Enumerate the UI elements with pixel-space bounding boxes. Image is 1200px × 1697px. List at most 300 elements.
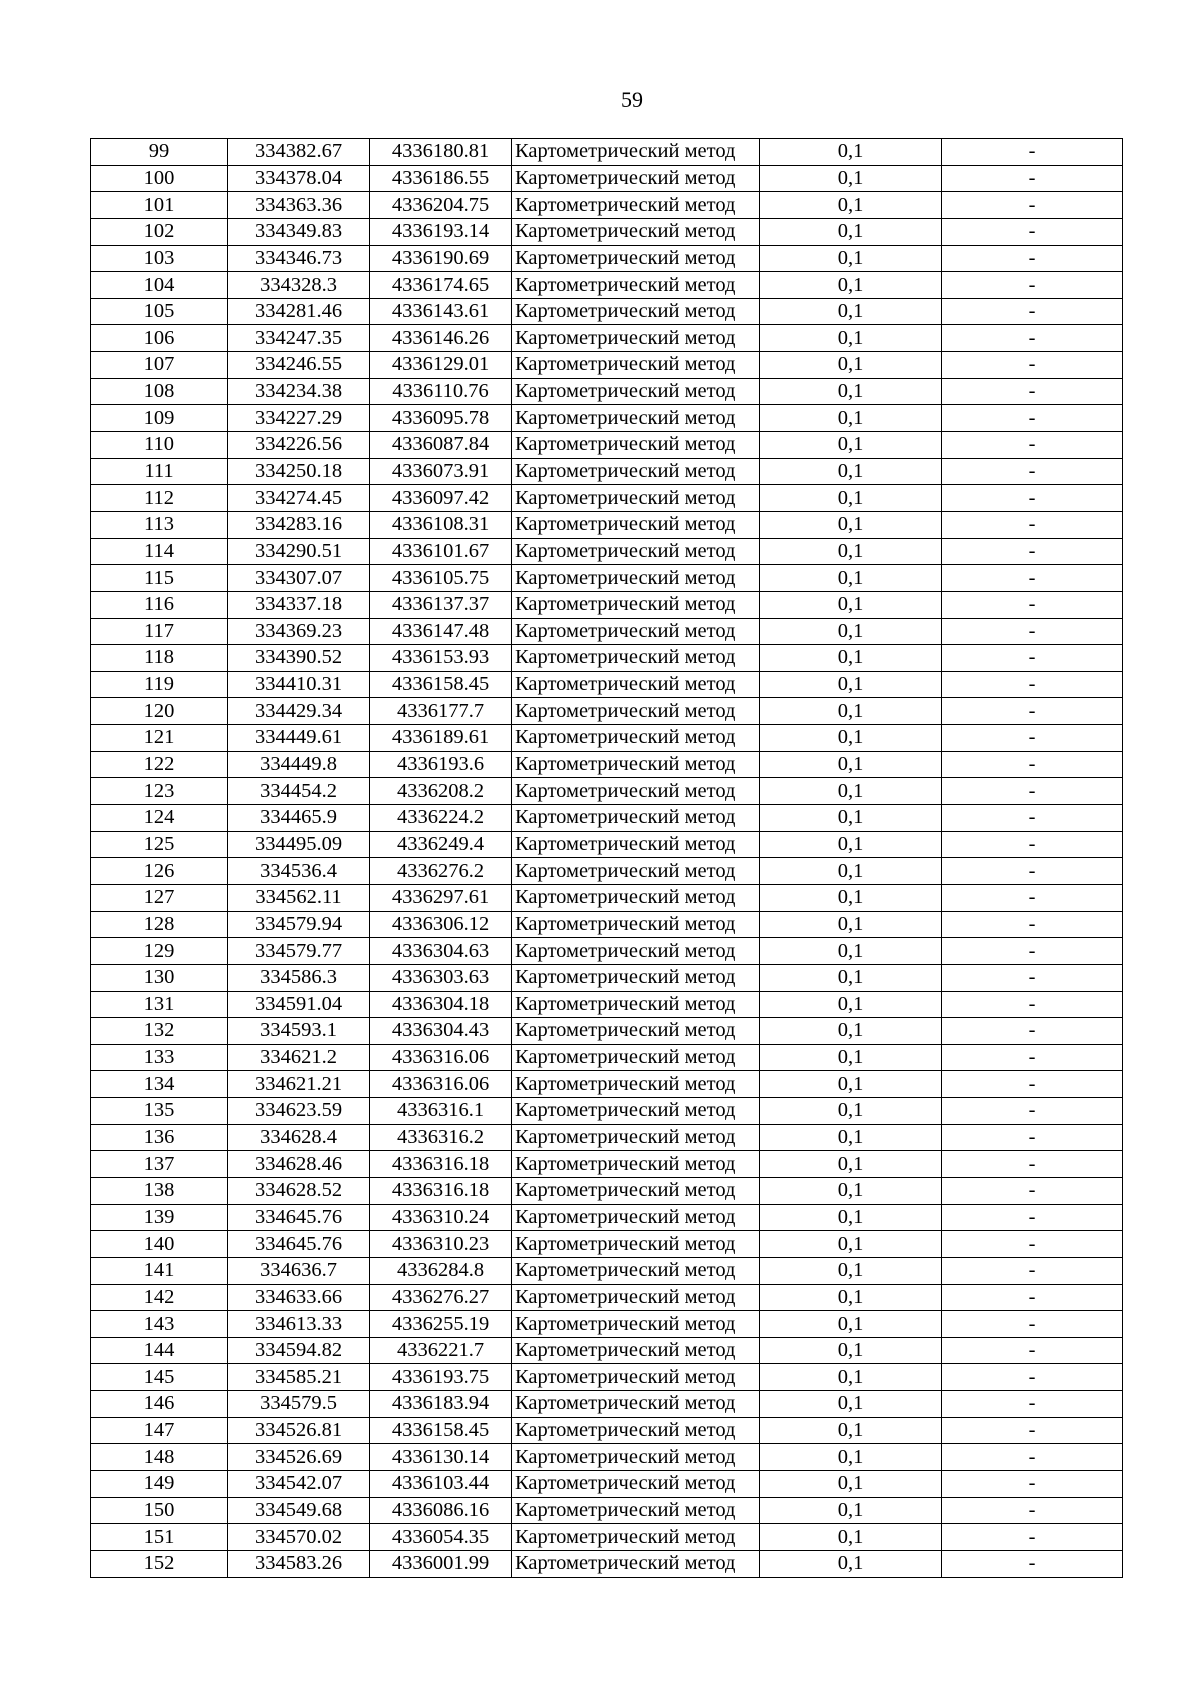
y-coordinate-cell: 4336316.06 bbox=[370, 1044, 512, 1071]
method-cell: Картометрический метод bbox=[512, 352, 760, 379]
method-cell: Картометрический метод bbox=[512, 432, 760, 459]
accuracy-cell: 0,1 bbox=[760, 964, 942, 991]
y-coordinate-cell: 4336086.16 bbox=[370, 1497, 512, 1524]
point-number-cell: 149 bbox=[91, 1471, 228, 1498]
x-coordinate-cell: 334621.2 bbox=[228, 1044, 370, 1071]
method-cell: Картометрический метод bbox=[512, 1364, 760, 1391]
note-cell: - bbox=[942, 1471, 1123, 1498]
table-row bbox=[91, 1071, 1123, 1098]
point-number-cell: 130 bbox=[91, 964, 228, 991]
point-number-cell: 107 bbox=[91, 352, 228, 379]
method-cell: Картометрический метод bbox=[512, 884, 760, 911]
y-coordinate-cell: 4336158.45 bbox=[370, 671, 512, 698]
note-cell: - bbox=[942, 1550, 1123, 1577]
point-number-cell: 109 bbox=[91, 405, 228, 432]
accuracy-cell: 0,1 bbox=[760, 405, 942, 432]
point-number-cell: 148 bbox=[91, 1444, 228, 1471]
y-coordinate-cell: 4336087.84 bbox=[370, 432, 512, 459]
method-cell: Картометрический метод bbox=[512, 618, 760, 645]
point-number-cell: 101 bbox=[91, 192, 228, 219]
point-number-cell: 133 bbox=[91, 1044, 228, 1071]
accuracy-cell: 0,1 bbox=[760, 1471, 942, 1498]
method-cell: Картометрический метод bbox=[512, 698, 760, 725]
y-coordinate-cell: 4336276.2 bbox=[370, 858, 512, 885]
y-coordinate-cell: 4336174.65 bbox=[370, 272, 512, 299]
point-number-cell: 103 bbox=[91, 245, 228, 272]
point-number-cell: 122 bbox=[91, 751, 228, 778]
y-coordinate-cell: 4336073.91 bbox=[370, 458, 512, 485]
table-row bbox=[91, 352, 1123, 379]
x-coordinate-cell: 334623.59 bbox=[228, 1098, 370, 1125]
point-number-cell: 141 bbox=[91, 1257, 228, 1284]
x-coordinate-cell: 334328.3 bbox=[228, 272, 370, 299]
accuracy-cell: 0,1 bbox=[760, 218, 942, 245]
method-cell: Картометрический метод bbox=[512, 1311, 760, 1338]
accuracy-cell: 0,1 bbox=[760, 938, 942, 965]
note-cell: - bbox=[942, 1364, 1123, 1391]
x-coordinate-cell: 334526.69 bbox=[228, 1444, 370, 1471]
note-cell: - bbox=[942, 831, 1123, 858]
table-row bbox=[91, 538, 1123, 565]
x-coordinate-cell: 334583.26 bbox=[228, 1550, 370, 1577]
point-number-cell: 113 bbox=[91, 511, 228, 538]
x-coordinate-cell: 334593.1 bbox=[228, 1018, 370, 1045]
table-row bbox=[91, 272, 1123, 299]
x-coordinate-cell: 334246.55 bbox=[228, 352, 370, 379]
x-coordinate-cell: 334369.23 bbox=[228, 618, 370, 645]
point-number-cell: 114 bbox=[91, 538, 228, 565]
x-coordinate-cell: 334570.02 bbox=[228, 1524, 370, 1551]
x-coordinate-cell: 334645.76 bbox=[228, 1231, 370, 1258]
point-number-cell: 126 bbox=[91, 858, 228, 885]
table-row bbox=[91, 1497, 1123, 1524]
method-cell: Картометрический метод bbox=[512, 538, 760, 565]
x-coordinate-cell: 334290.51 bbox=[228, 538, 370, 565]
y-coordinate-cell: 4336095.78 bbox=[370, 405, 512, 432]
accuracy-cell: 0,1 bbox=[760, 1337, 942, 1364]
point-number-cell: 99 bbox=[91, 139, 228, 166]
y-coordinate-cell: 4336186.55 bbox=[370, 165, 512, 192]
accuracy-cell: 0,1 bbox=[760, 1364, 942, 1391]
page-number: 59 bbox=[621, 87, 643, 112]
note-cell: - bbox=[942, 991, 1123, 1018]
accuracy-cell: 0,1 bbox=[760, 645, 942, 672]
point-number-cell: 123 bbox=[91, 778, 228, 805]
x-coordinate-cell: 334594.82 bbox=[228, 1337, 370, 1364]
table-row bbox=[91, 1417, 1123, 1444]
table-row bbox=[91, 751, 1123, 778]
x-coordinate-cell: 334579.77 bbox=[228, 938, 370, 965]
note-cell: - bbox=[942, 964, 1123, 991]
x-coordinate-cell: 334226.56 bbox=[228, 432, 370, 459]
method-cell: Картометрический метод bbox=[512, 671, 760, 698]
x-coordinate-cell: 334281.46 bbox=[228, 298, 370, 325]
x-coordinate-cell: 334410.31 bbox=[228, 671, 370, 698]
x-coordinate-cell: 334621.21 bbox=[228, 1071, 370, 1098]
table-row bbox=[91, 511, 1123, 538]
method-cell: Картометрический метод bbox=[512, 1124, 760, 1151]
coordinates-table-body bbox=[91, 139, 1123, 1578]
table-row bbox=[91, 938, 1123, 965]
note-cell: - bbox=[942, 352, 1123, 379]
accuracy-cell: 0,1 bbox=[760, 1098, 942, 1125]
point-number-cell: 128 bbox=[91, 911, 228, 938]
y-coordinate-cell: 4336183.94 bbox=[370, 1391, 512, 1418]
accuracy-cell: 0,1 bbox=[760, 272, 942, 299]
method-cell: Картометрический метод bbox=[512, 591, 760, 618]
point-number-cell: 146 bbox=[91, 1391, 228, 1418]
method-cell: Картометрический метод bbox=[512, 831, 760, 858]
point-number-cell: 145 bbox=[91, 1364, 228, 1391]
table-row bbox=[91, 458, 1123, 485]
accuracy-cell: 0,1 bbox=[760, 591, 942, 618]
x-coordinate-cell: 334247.35 bbox=[228, 325, 370, 352]
x-coordinate-cell: 334562.11 bbox=[228, 884, 370, 911]
table-row bbox=[91, 565, 1123, 592]
x-coordinate-cell: 334591.04 bbox=[228, 991, 370, 1018]
method-cell: Картометрический метод bbox=[512, 725, 760, 752]
table-row bbox=[91, 1044, 1123, 1071]
point-number-cell: 125 bbox=[91, 831, 228, 858]
y-coordinate-cell: 4336001.99 bbox=[370, 1550, 512, 1577]
y-coordinate-cell: 4336316.06 bbox=[370, 1071, 512, 1098]
y-coordinate-cell: 4336180.81 bbox=[370, 139, 512, 166]
note-cell: - bbox=[942, 1257, 1123, 1284]
note-cell: - bbox=[942, 1524, 1123, 1551]
accuracy-cell: 0,1 bbox=[760, 1071, 942, 1098]
method-cell: Картометрический метод bbox=[512, 378, 760, 405]
x-coordinate-cell: 334449.8 bbox=[228, 751, 370, 778]
x-coordinate-cell: 334586.3 bbox=[228, 964, 370, 991]
method-cell: Картометрический метод bbox=[512, 1550, 760, 1577]
method-cell: Картометрический метод bbox=[512, 778, 760, 805]
method-cell: Картометрический метод bbox=[512, 1444, 760, 1471]
note-cell: - bbox=[942, 671, 1123, 698]
note-cell: - bbox=[942, 485, 1123, 512]
x-coordinate-cell: 334274.45 bbox=[228, 485, 370, 512]
x-coordinate-cell: 334429.34 bbox=[228, 698, 370, 725]
point-number-cell: 134 bbox=[91, 1071, 228, 1098]
accuracy-cell: 0,1 bbox=[760, 538, 942, 565]
note-cell: - bbox=[942, 192, 1123, 219]
point-number-cell: 139 bbox=[91, 1204, 228, 1231]
note-cell: - bbox=[942, 1204, 1123, 1231]
y-coordinate-cell: 4336105.75 bbox=[370, 565, 512, 592]
point-number-cell: 132 bbox=[91, 1018, 228, 1045]
method-cell: Картометрический метод bbox=[512, 645, 760, 672]
table-row bbox=[91, 671, 1123, 698]
method-cell: Картометрический метод bbox=[512, 911, 760, 938]
accuracy-cell: 0,1 bbox=[760, 485, 942, 512]
accuracy-cell: 0,1 bbox=[760, 352, 942, 379]
method-cell: Картометрический метод bbox=[512, 165, 760, 192]
note-cell: - bbox=[942, 1417, 1123, 1444]
table-row bbox=[91, 1524, 1123, 1551]
x-coordinate-cell: 334633.66 bbox=[228, 1284, 370, 1311]
method-cell: Картометрический метод bbox=[512, 938, 760, 965]
table-row bbox=[91, 378, 1123, 405]
y-coordinate-cell: 4336276.27 bbox=[370, 1284, 512, 1311]
x-coordinate-cell: 334579.5 bbox=[228, 1391, 370, 1418]
accuracy-cell: 0,1 bbox=[760, 618, 942, 645]
method-cell: Картометрический метод bbox=[512, 485, 760, 512]
x-coordinate-cell: 334227.29 bbox=[228, 405, 370, 432]
method-cell: Картометрический метод bbox=[512, 1497, 760, 1524]
note-cell: - bbox=[942, 1151, 1123, 1178]
y-coordinate-cell: 4336204.75 bbox=[370, 192, 512, 219]
table-row bbox=[91, 964, 1123, 991]
x-coordinate-cell: 334283.16 bbox=[228, 511, 370, 538]
accuracy-cell: 0,1 bbox=[760, 1231, 942, 1258]
accuracy-cell: 0,1 bbox=[760, 778, 942, 805]
table-row bbox=[91, 1337, 1123, 1364]
point-number-cell: 152 bbox=[91, 1550, 228, 1577]
accuracy-cell: 0,1 bbox=[760, 1044, 942, 1071]
table-row bbox=[91, 1550, 1123, 1577]
method-cell: Картометрический метод bbox=[512, 1098, 760, 1125]
x-coordinate-cell: 334636.7 bbox=[228, 1257, 370, 1284]
x-coordinate-cell: 334390.52 bbox=[228, 645, 370, 672]
point-number-cell: 106 bbox=[91, 325, 228, 352]
accuracy-cell: 0,1 bbox=[760, 698, 942, 725]
table-row bbox=[91, 1231, 1123, 1258]
note-cell: - bbox=[942, 778, 1123, 805]
y-coordinate-cell: 4336137.37 bbox=[370, 591, 512, 618]
method-cell: Картометрический метод bbox=[512, 1018, 760, 1045]
point-number-cell: 147 bbox=[91, 1417, 228, 1444]
x-coordinate-cell: 334536.4 bbox=[228, 858, 370, 885]
y-coordinate-cell: 4336190.69 bbox=[370, 245, 512, 272]
note-cell: - bbox=[942, 1124, 1123, 1151]
accuracy-cell: 0,1 bbox=[760, 1417, 942, 1444]
y-coordinate-cell: 4336143.61 bbox=[370, 298, 512, 325]
note-cell: - bbox=[942, 378, 1123, 405]
y-coordinate-cell: 4336097.42 bbox=[370, 485, 512, 512]
x-coordinate-cell: 334346.73 bbox=[228, 245, 370, 272]
note-cell: - bbox=[942, 139, 1123, 166]
table-row bbox=[91, 1471, 1123, 1498]
x-coordinate-cell: 334495.09 bbox=[228, 831, 370, 858]
accuracy-cell: 0,1 bbox=[760, 165, 942, 192]
y-coordinate-cell: 4336304.43 bbox=[370, 1018, 512, 1045]
note-cell: - bbox=[942, 1071, 1123, 1098]
point-number-cell: 129 bbox=[91, 938, 228, 965]
note-cell: - bbox=[942, 1497, 1123, 1524]
x-coordinate-cell: 334234.38 bbox=[228, 378, 370, 405]
accuracy-cell: 0,1 bbox=[760, 671, 942, 698]
point-number-cell: 108 bbox=[91, 378, 228, 405]
y-coordinate-cell: 4336284.8 bbox=[370, 1257, 512, 1284]
note-cell: - bbox=[942, 751, 1123, 778]
accuracy-cell: 0,1 bbox=[760, 298, 942, 325]
point-number-cell: 144 bbox=[91, 1337, 228, 1364]
method-cell: Картометрический метод bbox=[512, 1257, 760, 1284]
point-number-cell: 105 bbox=[91, 298, 228, 325]
note-cell: - bbox=[942, 218, 1123, 245]
accuracy-cell: 0,1 bbox=[760, 1391, 942, 1418]
x-coordinate-cell: 334645.76 bbox=[228, 1204, 370, 1231]
note-cell: - bbox=[942, 725, 1123, 752]
note-cell: - bbox=[942, 245, 1123, 272]
accuracy-cell: 0,1 bbox=[760, 991, 942, 1018]
method-cell: Картометрический метод bbox=[512, 458, 760, 485]
y-coordinate-cell: 4336255.19 bbox=[370, 1311, 512, 1338]
point-number-cell: 138 bbox=[91, 1177, 228, 1204]
y-coordinate-cell: 4336103.44 bbox=[370, 1471, 512, 1498]
x-coordinate-cell: 334363.36 bbox=[228, 192, 370, 219]
point-number-cell: 111 bbox=[91, 458, 228, 485]
y-coordinate-cell: 4336153.93 bbox=[370, 645, 512, 672]
y-coordinate-cell: 4336108.31 bbox=[370, 511, 512, 538]
table-row bbox=[91, 1124, 1123, 1151]
table-row bbox=[91, 1444, 1123, 1471]
method-cell: Картометрический метод bbox=[512, 1471, 760, 1498]
note-cell: - bbox=[942, 432, 1123, 459]
y-coordinate-cell: 4336130.14 bbox=[370, 1444, 512, 1471]
accuracy-cell: 0,1 bbox=[760, 1497, 942, 1524]
x-coordinate-cell: 334613.33 bbox=[228, 1311, 370, 1338]
note-cell: - bbox=[942, 272, 1123, 299]
y-coordinate-cell: 4336158.45 bbox=[370, 1417, 512, 1444]
accuracy-cell: 0,1 bbox=[760, 751, 942, 778]
table-row bbox=[91, 991, 1123, 1018]
accuracy-cell: 0,1 bbox=[760, 858, 942, 885]
table-row bbox=[91, 165, 1123, 192]
y-coordinate-cell: 4336310.23 bbox=[370, 1231, 512, 1258]
method-cell: Картометрический метод bbox=[512, 1417, 760, 1444]
note-cell: - bbox=[942, 298, 1123, 325]
accuracy-cell: 0,1 bbox=[760, 1284, 942, 1311]
x-coordinate-cell: 334307.07 bbox=[228, 565, 370, 592]
table-row bbox=[91, 1098, 1123, 1125]
y-coordinate-cell: 4336177.7 bbox=[370, 698, 512, 725]
table-row bbox=[91, 405, 1123, 432]
y-coordinate-cell: 4336208.2 bbox=[370, 778, 512, 805]
table-row bbox=[91, 1018, 1123, 1045]
y-coordinate-cell: 4336310.24 bbox=[370, 1204, 512, 1231]
note-cell: - bbox=[942, 698, 1123, 725]
coordinates-table bbox=[90, 138, 1123, 1578]
table-row bbox=[91, 725, 1123, 752]
table-row bbox=[91, 1204, 1123, 1231]
method-cell: Картометрический метод bbox=[512, 565, 760, 592]
y-coordinate-cell: 4336303.63 bbox=[370, 964, 512, 991]
note-cell: - bbox=[942, 645, 1123, 672]
x-coordinate-cell: 334250.18 bbox=[228, 458, 370, 485]
table-row bbox=[91, 884, 1123, 911]
note-cell: - bbox=[942, 805, 1123, 832]
method-cell: Картометрический метод bbox=[512, 1177, 760, 1204]
point-number-cell: 151 bbox=[91, 1524, 228, 1551]
point-number-cell: 124 bbox=[91, 805, 228, 832]
y-coordinate-cell: 4336221.7 bbox=[370, 1337, 512, 1364]
table-row bbox=[91, 1177, 1123, 1204]
x-coordinate-cell: 334465.9 bbox=[228, 805, 370, 832]
note-cell: - bbox=[942, 325, 1123, 352]
y-coordinate-cell: 4336304.18 bbox=[370, 991, 512, 1018]
table-row bbox=[91, 618, 1123, 645]
accuracy-cell: 0,1 bbox=[760, 831, 942, 858]
x-coordinate-cell: 334579.94 bbox=[228, 911, 370, 938]
table-row bbox=[91, 1364, 1123, 1391]
accuracy-cell: 0,1 bbox=[760, 1444, 942, 1471]
accuracy-cell: 0,1 bbox=[760, 1204, 942, 1231]
y-coordinate-cell: 4336147.48 bbox=[370, 618, 512, 645]
point-number-cell: 142 bbox=[91, 1284, 228, 1311]
note-cell: - bbox=[942, 511, 1123, 538]
note-cell: - bbox=[942, 858, 1123, 885]
table-row bbox=[91, 778, 1123, 805]
x-coordinate-cell: 334549.68 bbox=[228, 1497, 370, 1524]
method-cell: Картометрический метод bbox=[512, 139, 760, 166]
method-cell: Картометрический метод bbox=[512, 192, 760, 219]
table-row bbox=[91, 245, 1123, 272]
point-number-cell: 150 bbox=[91, 1497, 228, 1524]
note-cell: - bbox=[942, 1044, 1123, 1071]
y-coordinate-cell: 4336193.75 bbox=[370, 1364, 512, 1391]
y-coordinate-cell: 4336316.2 bbox=[370, 1124, 512, 1151]
accuracy-cell: 0,1 bbox=[760, 1257, 942, 1284]
accuracy-cell: 0,1 bbox=[760, 458, 942, 485]
point-number-cell: 104 bbox=[91, 272, 228, 299]
method-cell: Картометрический метод bbox=[512, 1204, 760, 1231]
note-cell: - bbox=[942, 618, 1123, 645]
point-number-cell: 118 bbox=[91, 645, 228, 672]
table-row bbox=[91, 485, 1123, 512]
table-row bbox=[91, 1311, 1123, 1338]
note-cell: - bbox=[942, 884, 1123, 911]
x-coordinate-cell: 334526.81 bbox=[228, 1417, 370, 1444]
point-number-cell: 143 bbox=[91, 1311, 228, 1338]
table-row bbox=[91, 698, 1123, 725]
y-coordinate-cell: 4336129.01 bbox=[370, 352, 512, 379]
x-coordinate-cell: 334382.67 bbox=[228, 139, 370, 166]
x-coordinate-cell: 334454.2 bbox=[228, 778, 370, 805]
table-row bbox=[91, 325, 1123, 352]
y-coordinate-cell: 4336316.18 bbox=[370, 1151, 512, 1178]
y-coordinate-cell: 4336146.26 bbox=[370, 325, 512, 352]
point-number-cell: 131 bbox=[91, 991, 228, 1018]
point-number-cell: 115 bbox=[91, 565, 228, 592]
y-coordinate-cell: 4336189.61 bbox=[370, 725, 512, 752]
note-cell: - bbox=[942, 1284, 1123, 1311]
method-cell: Картометрический метод bbox=[512, 1524, 760, 1551]
x-coordinate-cell: 334628.52 bbox=[228, 1177, 370, 1204]
method-cell: Картометрический метод bbox=[512, 1391, 760, 1418]
method-cell: Картометрический метод bbox=[512, 751, 760, 778]
method-cell: Картометрический метод bbox=[512, 1044, 760, 1071]
note-cell: - bbox=[942, 1018, 1123, 1045]
x-coordinate-cell: 334378.04 bbox=[228, 165, 370, 192]
method-cell: Картометрический метод bbox=[512, 1284, 760, 1311]
x-coordinate-cell: 334349.83 bbox=[228, 218, 370, 245]
x-coordinate-cell: 334337.18 bbox=[228, 591, 370, 618]
x-coordinate-cell: 334542.07 bbox=[228, 1471, 370, 1498]
y-coordinate-cell: 4336304.63 bbox=[370, 938, 512, 965]
point-number-cell: 135 bbox=[91, 1098, 228, 1125]
note-cell: - bbox=[942, 1444, 1123, 1471]
point-number-cell: 121 bbox=[91, 725, 228, 752]
accuracy-cell: 0,1 bbox=[760, 1311, 942, 1338]
accuracy-cell: 0,1 bbox=[760, 725, 942, 752]
point-number-cell: 100 bbox=[91, 165, 228, 192]
note-cell: - bbox=[942, 405, 1123, 432]
table-row bbox=[91, 831, 1123, 858]
accuracy-cell: 0,1 bbox=[760, 325, 942, 352]
method-cell: Картометрический метод bbox=[512, 1337, 760, 1364]
table-row bbox=[91, 911, 1123, 938]
note-cell: - bbox=[942, 938, 1123, 965]
